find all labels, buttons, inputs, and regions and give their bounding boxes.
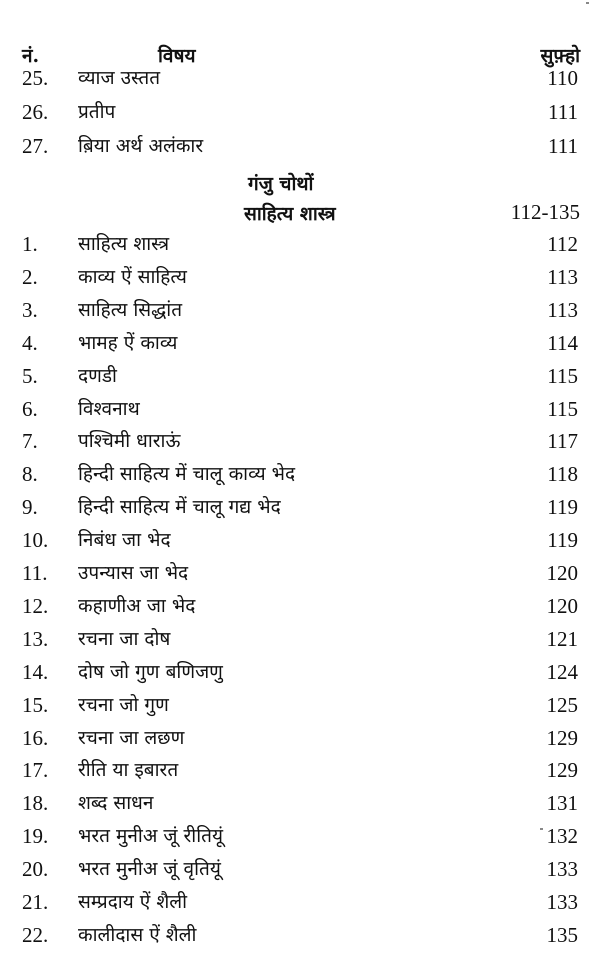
toc-number: 3.: [22, 297, 38, 322]
section-page-range: 112-135: [510, 200, 580, 224]
toc-number: 12.: [22, 593, 49, 618]
toc-number: 13.: [22, 626, 49, 651]
toc-number: 18.: [22, 791, 49, 816]
header-subject: विषय: [158, 45, 196, 67]
toc-page: 118: [547, 462, 578, 487]
toc-title: दोष जो गुण बणिजणु: [78, 660, 223, 683]
toc-row: [0, 130, 600, 163]
toc-page: 119: [547, 495, 578, 520]
toc-page: 133: [546, 890, 578, 914]
toc-number: 15.: [22, 692, 49, 717]
toc-row: [0, 820, 600, 853]
toc-page: 135: [546, 922, 578, 947]
toc-page: 117: [547, 429, 578, 454]
toc-title: शब्द साधन: [78, 792, 154, 815]
toc-row: [0, 327, 600, 360]
toc-page: 120: [546, 561, 578, 585]
toc-row: [0, 228, 600, 261]
scan-speck: [586, 2, 589, 4]
toc-title: रचना जा लछण: [78, 726, 185, 749]
toc-page: 119: [547, 528, 578, 553]
toc-title: दणडी: [78, 364, 117, 387]
toc-page: 111: [548, 100, 578, 124]
toc-title: हिन्दी साहित्य में चालू काव्य भेद: [78, 463, 296, 486]
toc-number: 1.: [22, 232, 38, 256]
toc-page: 110: [547, 66, 578, 90]
toc-number: 8.: [22, 462, 38, 487]
toc-title: पश्चिमी धाराऊं: [78, 430, 181, 453]
toc-page: 131: [546, 791, 578, 816]
toc-row: [0, 853, 600, 886]
toc-title: कालीदास ऐं शैली: [78, 923, 197, 946]
toc-title: साहित्य सिद्धांत: [78, 298, 183, 321]
toc-number: 2.: [22, 264, 38, 289]
toc-number: 10.: [22, 528, 49, 553]
toc-page: 113: [547, 264, 578, 289]
toc-page: 121: [546, 626, 578, 651]
toc-number: 9.: [22, 495, 38, 520]
toc-title: रीति या इबारत: [78, 759, 179, 782]
toc-title: हिन्दी साहित्य में चालू गद्य भेद: [78, 496, 281, 519]
toc-number: 4.: [22, 330, 38, 355]
toc-number: 19.: [22, 824, 49, 849]
toc-title: साहित्य शास्त्र: [78, 233, 170, 255]
toc-number: 27.: [22, 134, 49, 158]
toc-page: 124: [546, 659, 578, 684]
header-page: सुफ़्हो: [540, 45, 580, 67]
toc-title: भामह ऐं काव्य: [78, 331, 178, 354]
toc-row: [0, 656, 600, 689]
toc-row: [0, 458, 600, 491]
toc-number: 16.: [22, 725, 49, 750]
toc-page: 111: [548, 134, 578, 158]
toc-row: [0, 96, 600, 129]
toc-title: रचना जो गुण: [78, 693, 169, 716]
header-number: नं.: [22, 45, 40, 67]
toc-page: 132: [546, 824, 578, 849]
toc-page: 133: [546, 857, 578, 882]
toc-number: 17.: [22, 758, 49, 783]
toc-row: [0, 491, 600, 524]
toc-page: 112: [547, 232, 578, 256]
toc-title: सम्प्रदाय ऐं शैली: [78, 891, 188, 913]
toc-row: [0, 294, 600, 327]
toc-number: 26.: [22, 100, 49, 124]
section-subtitle: साहित्य शास्त्र: [244, 203, 336, 225]
toc-row: [0, 623, 600, 656]
toc-title: विश्वनाथ: [78, 397, 140, 420]
toc-title: कहाणीअ जा भेद: [78, 594, 196, 617]
toc-title: भरत मुनीअ जूं वृतियूं: [78, 858, 221, 881]
toc-title: निबंध जा भेद: [78, 529, 171, 552]
toc-page: 115: [547, 363, 578, 388]
toc-page: 129: [546, 758, 578, 783]
toc-row: [0, 886, 600, 919]
toc-title: भरत मुनीअ जूं रीतियूं: [78, 825, 223, 848]
toc-number: 6.: [22, 396, 38, 421]
toc-page: 120: [546, 593, 578, 618]
toc-row: [0, 590, 600, 623]
toc-row: [0, 787, 600, 820]
toc-number: 5.: [22, 363, 38, 388]
toc-number: 11.: [22, 561, 48, 585]
toc-page: 129: [546, 725, 578, 750]
toc-row: [0, 919, 600, 952]
toc-row: [0, 62, 600, 95]
toc-row: [0, 425, 600, 458]
toc-title: काव्य ऐं साहित्य: [78, 265, 187, 288]
toc-page: 115: [547, 396, 578, 421]
toc-title: रचना जा दोष: [78, 627, 171, 650]
toc-page: 125: [546, 692, 578, 717]
toc-row: [0, 722, 600, 755]
toc-title: ब़िया अर्थ अलंकार: [78, 135, 204, 157]
toc-page: 113: [547, 297, 578, 322]
toc-number: 25.: [22, 66, 49, 90]
toc-row: [0, 360, 600, 393]
toc-row: [0, 524, 600, 557]
toc-number: 7.: [22, 429, 38, 454]
toc-row: [0, 261, 600, 294]
toc-title: व्याज उस्तत: [78, 67, 161, 89]
toc-row: [0, 754, 600, 787]
section-title: गंजु चोथों: [248, 173, 314, 195]
toc-row: [0, 557, 600, 590]
toc-title: उपन्यास जा भेद: [78, 562, 189, 584]
toc-number: 21.: [22, 890, 49, 914]
toc-number: 20.: [22, 857, 49, 882]
toc-page: 114: [547, 330, 578, 355]
toc-number: 22.: [22, 922, 49, 947]
toc-title: प्रतीप: [78, 101, 116, 123]
toc-number: 14.: [22, 659, 49, 684]
toc-row: [0, 689, 600, 722]
toc-row: [0, 393, 600, 426]
